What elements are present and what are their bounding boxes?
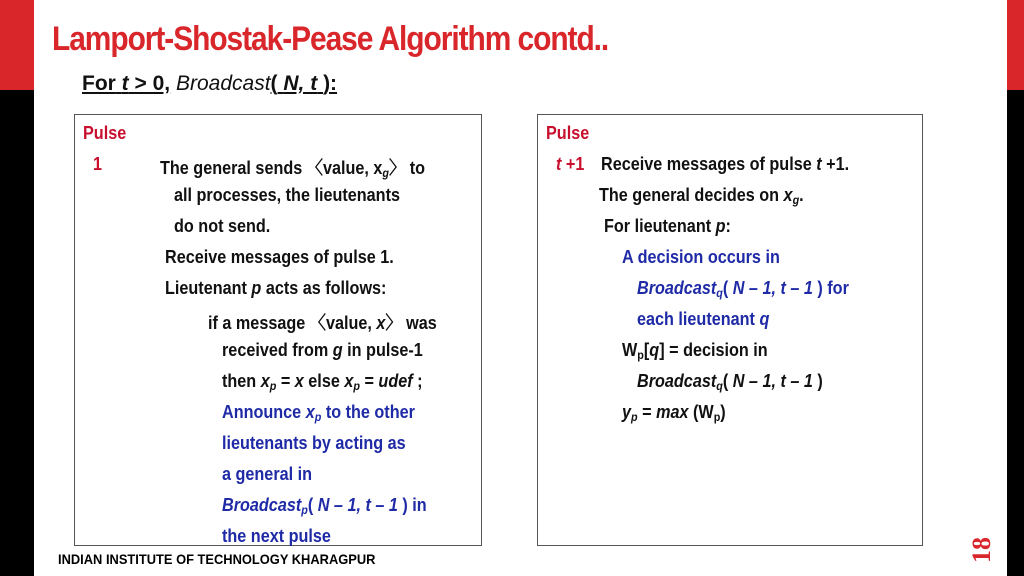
left-line-12: Broadcast$_p$( N – 1, t – 1 ) in	[222, 495, 427, 517]
left-line-13: the next pulse	[222, 526, 331, 546]
left-pulse-number: 1	[93, 154, 103, 174]
left-pulse-box	[74, 114, 482, 546]
left-line-2: all processes, the lieutenants	[174, 185, 400, 205]
right-pulse-box	[537, 114, 923, 546]
slide-title: Lamport-Shostak-Pease Algorithm contd..	[52, 20, 609, 58]
left-line-5: Lieutenant p acts as follows:	[165, 278, 387, 298]
left-pulse-header: Pulse	[83, 123, 127, 143]
right-red-bar	[1007, 0, 1024, 90]
left-line-11: a general in	[222, 464, 313, 484]
footer-institute: INDIAN INSTITUTE OF TECHNOLOGY KHARAGPUR	[58, 551, 376, 567]
left-line-9: Announce $x_p$ to the other	[222, 402, 415, 424]
left-line-4: Receive messages of pulse 1.	[165, 247, 394, 267]
right-line-7: $W_p[q]$ = decision in	[622, 340, 768, 362]
right-line-4: A decision occurs in	[622, 247, 780, 267]
page-number: 18	[967, 537, 996, 563]
left-line-6: if a message 〈value, x〉 was	[208, 313, 437, 333]
right-line-2: The general decides on $x_g$.	[599, 185, 804, 207]
left-red-bar	[0, 0, 34, 90]
slide-subtitle: For t > 0, Broadcast( N, t ):	[82, 72, 338, 95]
right-line-3: For lieutenant p:	[604, 216, 731, 236]
right-pulse-number: t +1	[556, 154, 585, 174]
right-pulse-header: Pulse	[546, 123, 590, 143]
right-line-9: $y_p = \max (W_p)$	[622, 402, 726, 424]
right-black-bar	[1007, 90, 1024, 576]
right-line-6: each lieutenant q	[637, 309, 770, 329]
left-line-3: do not send.	[174, 216, 271, 236]
left-line-10: lieutenants by acting as	[222, 433, 406, 453]
left-line-8: then $x_p = x$ else $x_p$ = udef ;	[222, 371, 423, 393]
left-black-bar	[0, 90, 34, 576]
left-line-7: received from g in pulse-1	[222, 340, 423, 360]
right-line-5: Broadcast$_q$( N – 1, t – 1 ) for	[637, 278, 849, 300]
left-line-1: The general sends 〈value, $x_g〉$ to	[160, 158, 426, 180]
right-line-1: Receive messages of pulse t +1.	[601, 154, 850, 174]
right-line-8: Broadcast$_q$( N – 1, t – 1 )	[637, 371, 823, 393]
